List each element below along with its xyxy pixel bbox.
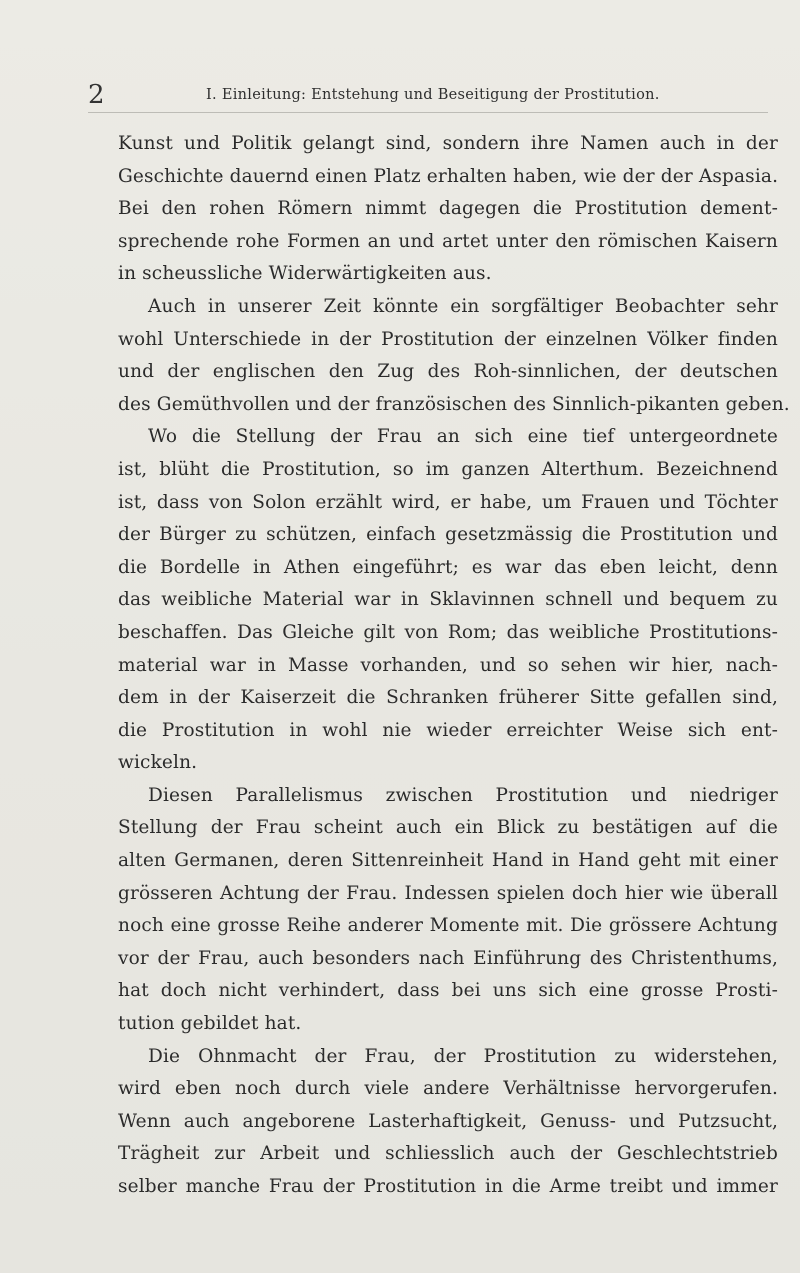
text-line: alten Germanen, deren Sittenreinheit Hand in Hand geht mit einer xyxy=(118,850,778,872)
text-line: wickeln. xyxy=(118,752,198,774)
text-line: in scheussliche Widerwärtigkeiten aus. xyxy=(118,263,492,285)
text-line: Diesen Parallelismus zwischen Prostitution und niedriger xyxy=(148,784,778,806)
text-line: Stellung der Frau scheint auch ein Blick zu bestätigen auf die xyxy=(118,817,778,839)
text-line: ist, blüht die Prostitution, so im ganzen Alterthum. Bezeichnend xyxy=(118,458,778,480)
text-line: und der englischen den Zug des Roh-sinnlichen, der deutschen xyxy=(118,361,778,383)
text-line: die Prostitution in wohl nie wieder erreichter Weise sich ent- xyxy=(118,719,778,741)
text-line: beschaffen. Das Gleiche gilt von Rom; das weibliche Prostitutions- xyxy=(118,621,778,643)
text-line: hat doch nicht verhindert, dass bei uns sich eine grosse Prosti- xyxy=(118,980,778,1002)
text-line: wohl Unterschiede in der Prostitution der einzelnen Völker finden xyxy=(118,328,778,350)
page-header xyxy=(88,80,768,110)
text-line: material war in Masse vorhanden, und so sehen wir hier, nach- xyxy=(118,654,778,676)
text-line: tution gebildet hat. xyxy=(118,1013,302,1035)
text-line: vor der Frau, auch besonders nach Einführung des Christenthums, xyxy=(118,947,778,969)
text-line: Bei den rohen Römern nimmt dagegen die Prostitution dement- xyxy=(118,198,778,220)
text-line: Die Ohnmacht der Frau, der Prostitution zu widerstehen, xyxy=(148,1045,778,1067)
text-line: des Gemüthvollen und der französischen des Sinnlich-pikanten geben. xyxy=(118,393,790,415)
text-line: Wo die Stellung der Frau an sich eine tief untergeordnete xyxy=(148,426,778,448)
text-line: wird eben noch durch viele andere Verhältnisse hervorgerufen. xyxy=(118,1078,778,1100)
text-line: das weibliche Material war in Sklavinnen schnell und bequem zu xyxy=(118,589,778,611)
text-line: Kunst und Politik gelangt sind, sondern ihre Namen auch in der xyxy=(118,133,778,154)
text-line: Geschichte dauernd einen Platz erhalten haben, wie der der Aspasia. xyxy=(118,165,779,187)
text-line: Wenn auch angeborene Lasterhaftigkeit, Genuss- und Putzsucht, xyxy=(118,1110,778,1132)
text-line: Trägheit zur Arbeit und schliesslich auch der Geschlechtstrieb xyxy=(118,1143,778,1165)
text-line: sprechende rohe Formen an und artet unter den römischen Kaisern xyxy=(118,230,778,252)
body-text xyxy=(118,128,790,1204)
text-line: grösseren Achtung der Frau. Indessen spielen doch hier wie überall xyxy=(118,882,778,904)
text-line: die Bordelle in Athen eingeführt; es war das eben leicht, denn xyxy=(118,556,778,578)
text-line: der Bürger zu schützen, einfach gesetzmässig die Prostitution und xyxy=(118,524,778,546)
running-head: I. Einleitung: Entstehung und Beseitigung der Prostitution. xyxy=(206,87,660,103)
text-line: dem in der Kaiserzeit die Schranken früherer Sitte gefallen sind, xyxy=(118,687,778,709)
text-line: Auch in unserer Zeit könnte ein sorgfältiger Beobachter sehr xyxy=(148,295,778,317)
header-rule xyxy=(88,112,768,113)
page-number: 2 xyxy=(88,80,105,110)
text-line: ist, dass von Solon erzählt wird, er habe, um Frauen und Töchter xyxy=(118,491,778,513)
text-line: noch eine grosse Reihe anderer Momente mit. Die grössere Achtung xyxy=(118,915,778,937)
text-line: selber manche Frau der Prostitution in die Arme treibt und immer xyxy=(118,1176,778,1197)
